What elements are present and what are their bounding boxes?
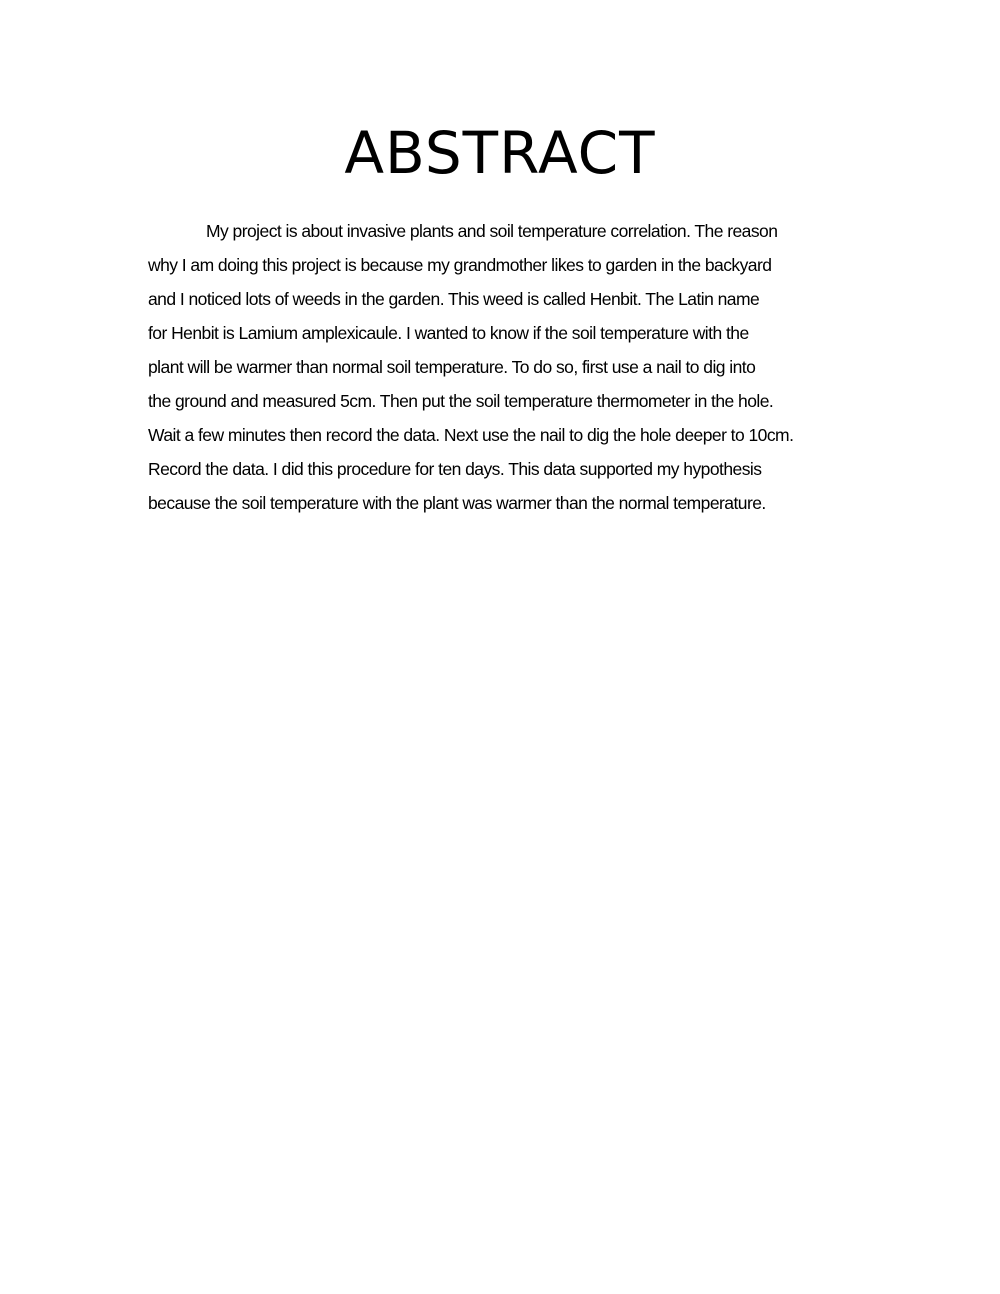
paragraph-line: My project is about invasive plants and soil temperature correlation. The reason	[206, 221, 778, 241]
paragraph-line: Wait a few minutes then record the data. Next use the nail to dig the hole deeper to 10cm.	[148, 425, 794, 445]
paragraph-line: plant will be warmer than normal soil temperature. To do so, first use a nail to dig into	[148, 357, 756, 377]
paragraph-line: Record the data. I did this procedure for ten days. This data supported my hypothesis	[148, 459, 762, 479]
page-title: ABSTRACT	[344, 119, 656, 187]
abstract-paragraph	[148, 216, 864, 522]
paragraph-line: for Henbit is Lamium amplexicaule. I wanted to know if the soil temperature with the	[148, 323, 749, 343]
paragraph-line: because the soil temperature with the plant was warmer than the normal temperature.	[148, 493, 766, 513]
paragraph-line: and I noticed lots of weeds in the garden. This weed is called Henbit. The Latin name	[148, 289, 760, 309]
paragraph-line: the ground and measured 5cm. Then put the soil temperature thermometer in the hole.	[148, 391, 774, 411]
paragraph-line: why I am doing this project is because my grandmother likes to garden in the backyard	[148, 255, 772, 275]
